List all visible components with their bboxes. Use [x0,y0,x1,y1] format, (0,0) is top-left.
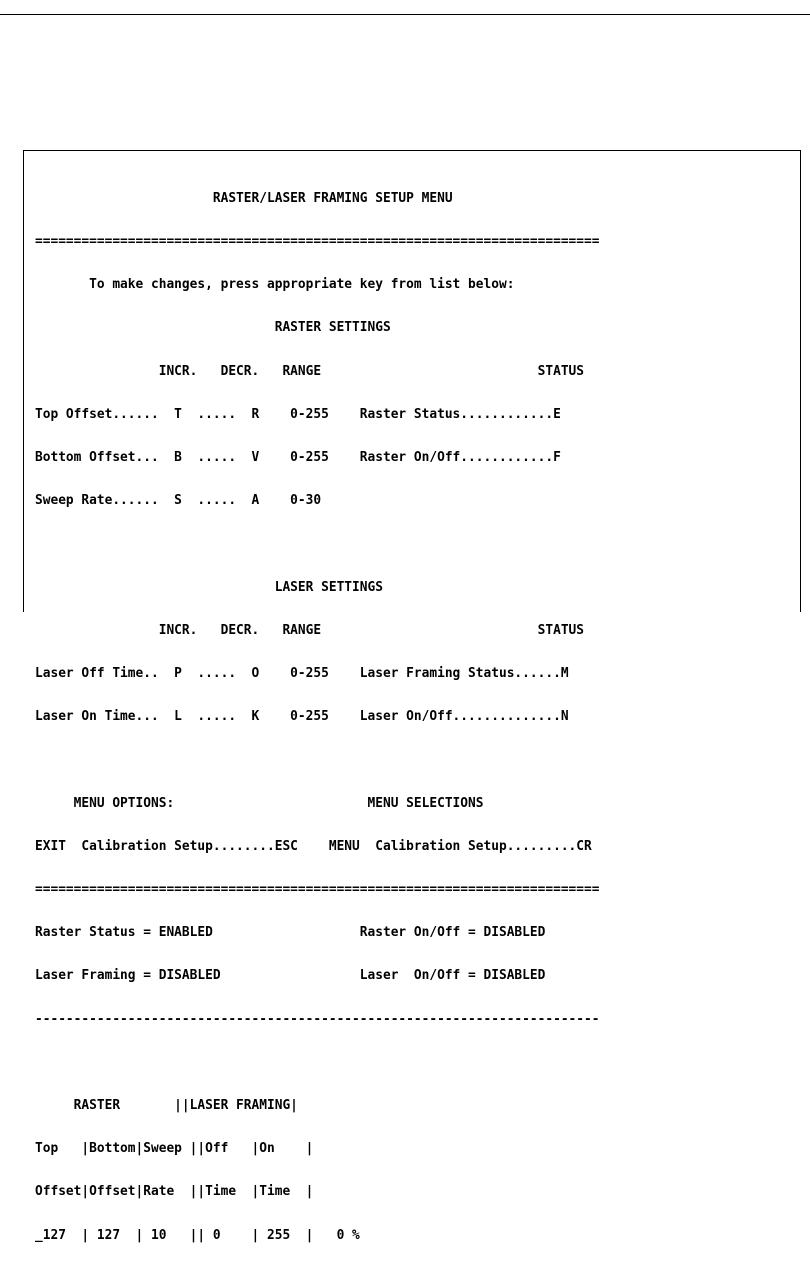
laser-column-headers: INCR. DECR. RANGE STATUS [35,622,585,638]
raster-settings-heading: RASTER SETTINGS [35,320,391,336]
status-line-raster: Raster Status = ENABLED Raster On/Off = DISABLED [35,925,546,941]
terminal-window[interactable] [23,150,801,1243]
readout-column-headers-2: Offset|Offset|Rate ||Time |Time | [35,1184,314,1200]
instruction-text: To make changes, press appropriate key from list below: [35,277,515,293]
single-rule: ------------------------------------------------------------------------- [35,1011,600,1027]
top-rule [0,14,810,15]
double-rule: ========================================================================= [35,882,600,898]
raster-bottom-offset-row[interactable]: Bottom Offset... B ..... V 0-255 Raster On/Off............F [35,450,561,466]
raster-top-offset-row[interactable]: Top Offset...... T ..... R 0-255 Raster Status............E [35,406,561,422]
readout-values: _127 | 127 | 10 || 0 | 255 | 0 % [35,1227,360,1243]
double-rule: ========================================================================= [35,234,600,250]
blank-line [35,753,599,767]
menu-title: RASTER/LASER FRAMING SETUP MENU [35,190,453,206]
laser-settings-heading: LASER SETTINGS [35,579,383,595]
laser-on-time-row[interactable]: Laser On Time... L ..... K 0-255 Laser On/Off..............N [35,709,569,725]
raster-sweep-rate-row[interactable]: Sweep Rate...... S ..... A 0-30 [35,493,322,509]
readout-column-headers-1: Top |Bottom|Sweep ||Off |On | [35,1141,314,1157]
status-line-laser: Laser Framing = DISABLED Laser On/Off = DISABLED [35,968,546,984]
terminal-screen [35,163,599,1272]
blank-line [35,537,599,551]
raster-column-headers: INCR. DECR. RANGE STATUS [35,363,585,379]
blank-line [35,1056,599,1070]
menu-options-headings: MENU OPTIONS: MENU SELECTIONS [35,795,484,811]
menu-options-items[interactable]: EXIT Calibration Setup........ESC MENU Calibration Setup.........CR [35,838,592,854]
laser-off-time-row[interactable]: Laser Off Time.. P ..... O 0-255 Laser Framing Status......M [35,666,569,682]
readout-group-headers: RASTER ||LASER FRAMING| [35,1098,298,1114]
